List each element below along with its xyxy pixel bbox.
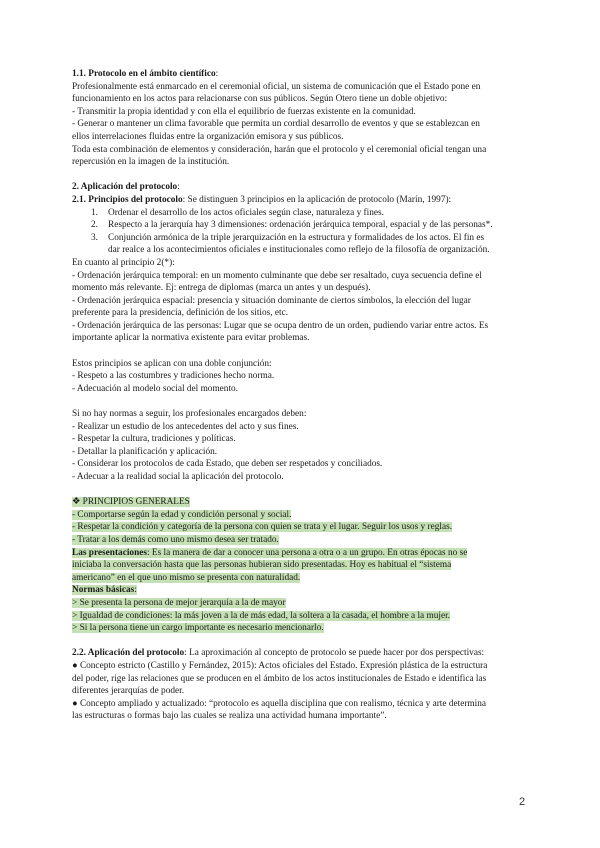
- principle-text: Conjunción armónica de la triple jerarquización en la estructura y formalidades de los actos. El fin es: [108, 232, 485, 243]
- list-item: - Transmitir la propia identidad y con ella el equilibrio de fuerzas existente en la comunidad.: [72, 106, 416, 117]
- list-item: - Respetar la cultura, tradiciones y políticas.: [72, 434, 236, 445]
- highlighted-text: > Igualdad de condiciones: la más joven a la de más edad, la soltera a la casada, el hombre a la mujer.: [72, 610, 451, 621]
- list-item: - Generar o mantener un clima favorable que permita un cordial desarrollo de eventos y que se establezcan en: [72, 119, 480, 130]
- highlighted-text: - Tratar a los demás como uno mismo desea ser tratado.: [72, 534, 279, 545]
- list-item: - Ordenación jerárquica de las personas: Lugar que se ocupa dentro de un orden, pudiendo variar entre actos. Es: [72, 320, 489, 331]
- list-item: - Adecuación al modelo social del momento.: [72, 383, 239, 394]
- list-item: - Adecuar a la realidad social la aplicación del protocolo.: [72, 472, 284, 482]
- principle-item: [72, 219, 530, 232]
- general-principles-heading: [72, 496, 530, 509]
- section-2-2-intro: : La aproximación al concepto de protocolo se puede hacer por dos perspectivas:: [184, 648, 485, 659]
- highlighted-text: [72, 585, 137, 595]
- section-2-heading: [72, 181, 530, 194]
- spacer: [72, 635, 530, 648]
- principles-list: [72, 207, 530, 257]
- section-1-1-heading: [72, 68, 530, 81]
- spacer: [72, 169, 530, 182]
- principle-item: [72, 232, 530, 257]
- rule-item: [72, 597, 530, 610]
- general-principles-title: ❖ PRINCIPIOS GENERALES: [72, 497, 190, 508]
- highlighted-text: > Si la persona tiene un cargo importante es necesario mencionarlo.: [72, 623, 324, 634]
- list-item: ● Concepto ampliado y actualizado: “protocolo es aquella disciplina que con realismo, técnica y arte determina: [72, 698, 487, 709]
- list-item: - Respeto a las costumbres y tradiciones hecho norma.: [72, 371, 275, 382]
- highlighted-text: iniciaba la conversación hasta que las personas hubieran sido presentadas. Hoy es habitual el “sistema: [72, 560, 452, 571]
- paragraph-line: importante aplicar la normativa existente para evitar problemas.: [72, 333, 310, 344]
- list-item: - Realizar un estudio de los antecedentes del acto y sus fines.: [72, 421, 299, 432]
- principle-number: 1.: [91, 207, 98, 218]
- highlighted-text: > Se presenta la persona de mejor jerarquía a la de mayor: [72, 597, 286, 608]
- highlighted-text: - Respetar la condición y categoría de la persona con quien se trata y el lugar. Seguir los usos y reglas.: [72, 522, 453, 533]
- presentations-paragraph: [72, 547, 530, 560]
- presentations-label: Las presentaciones: [72, 547, 147, 558]
- paragraph-line: En cuanto al principio 2(*):: [72, 257, 175, 268]
- section-2-1-intro: : Se distinguen 3 principios en la aplicación de protocolo (Marín, 1997):: [182, 194, 452, 205]
- paragraph-line: del poder, rige las relaciones que se producen en el ámbito de los actos institucionales de Estado e identifica las: [72, 673, 487, 684]
- highlighted-text: americano” en el que uno mismo se presenta con naturalidad.: [72, 572, 301, 583]
- section-2-colon: :: [177, 182, 180, 193]
- basic-rules-label: Normas básicas: [72, 585, 135, 596]
- spacer: [72, 395, 530, 408]
- principle-number: 3.: [91, 232, 98, 243]
- spacer: [72, 345, 530, 358]
- list-item: - Ordenación jerárquica espacial: presencia y situación dominante de ciertos símbolos, la elección del lugar: [72, 295, 471, 306]
- principle-number: 2.: [91, 220, 98, 231]
- principle-text-cont: dar realce a los acontecimientos oficiales e institucionales como reflejo de la filosofía de organización.: [108, 245, 490, 256]
- paragraph-line: las estructuras o formas bajo las cuales se realiza una actividad humana importante”.: [72, 711, 387, 722]
- page-number: 2: [519, 796, 526, 808]
- list-item: - Detallar la planificación y aplicación.: [72, 446, 218, 457]
- list-item: - Ordenación jerárquica temporal: en un momento culminante que debe ser resaltado, cuya secuencia define el: [72, 270, 482, 281]
- paragraph-line: preferente para la presidencia, definición de los sitios, etc.: [72, 308, 289, 319]
- section-1-1-title: 1.1. Protocolo en el ámbito científico: [72, 69, 216, 79]
- paragraph-line: [72, 572, 530, 585]
- section-2-2-heading: [72, 647, 530, 660]
- paragraph-line: Estos principios se aplican con una doble conjunción:: [72, 358, 272, 369]
- paragraph-line: [72, 559, 530, 572]
- paragraph-line: Profesionalmente está enmarcado en el ceremonial oficial, un sistema de comunicación que el Estado pone en: [72, 81, 481, 92]
- highlighted-text: [72, 548, 467, 558]
- principle-item: [72, 207, 530, 220]
- highlighted-text: - Comportarse según la edad y condición personal y social.: [72, 509, 292, 520]
- presentations-text: : Es la manera de dar a conocer una persona a otra o a un grupo. En otras épocas no se: [146, 547, 468, 558]
- list-item: [72, 509, 530, 522]
- list-item: ● Concepto estricto (Castillo y Fernández, 2015): Actos oficiales del Estado. Expresión plástica de la estructura: [72, 660, 488, 671]
- paragraph-line: Toda esta combinación de elementos y consideración, harán que el protocolo y el ceremonial oficial tengan una: [72, 144, 487, 155]
- principle-text: Respecto a la jerarquía hay 3 dimensiones: ordenación jerárquica temporal, espacial y de las personas*.: [108, 220, 493, 231]
- section-1-1-colon: :: [215, 69, 219, 79]
- list-item: [72, 521, 530, 534]
- paragraph-line: momento más relevante. Ej: entrega de diplomas (marca un antes y un después).: [72, 283, 371, 294]
- rule-item: [72, 610, 530, 623]
- rule-item: [72, 622, 530, 635]
- document-page: [72, 68, 530, 723]
- paragraph-line: ellos interrelaciones fluidas entre la organización emisora y sus públicos.: [72, 131, 344, 142]
- paragraph-line: Si no hay normas a seguir, los profesionales encargados deben:: [72, 409, 307, 420]
- principle-text: Ordenar el desarrollo de los actos oficiales según clase, naturaleza y fines.: [108, 207, 384, 218]
- section-2-2-title: 2.2. Aplicación del protocolo: [72, 648, 185, 659]
- paragraph-line: funcionamiento en los actos para relacionarse con sus públicos. Según Otero tiene un doble objetivo:: [72, 94, 448, 105]
- paragraph-line: repercusión en la imagen de la institución.: [72, 157, 230, 168]
- section-2-1-heading: [72, 194, 530, 207]
- basic-rules-colon: :: [134, 585, 137, 596]
- spacer: [72, 484, 530, 497]
- section-2-1-title: 2.1. Principios del protocolo: [72, 194, 183, 205]
- paragraph-line: diferentes jerarquías de poder.: [72, 686, 185, 697]
- section-2-title: 2. Aplicación del protocolo: [72, 182, 178, 193]
- list-item: [72, 534, 530, 547]
- basic-rules-heading: [72, 584, 530, 597]
- list-item: - Considerar los protocolos de cada Estado, que deben ser respetados y conciliados.: [72, 459, 383, 470]
